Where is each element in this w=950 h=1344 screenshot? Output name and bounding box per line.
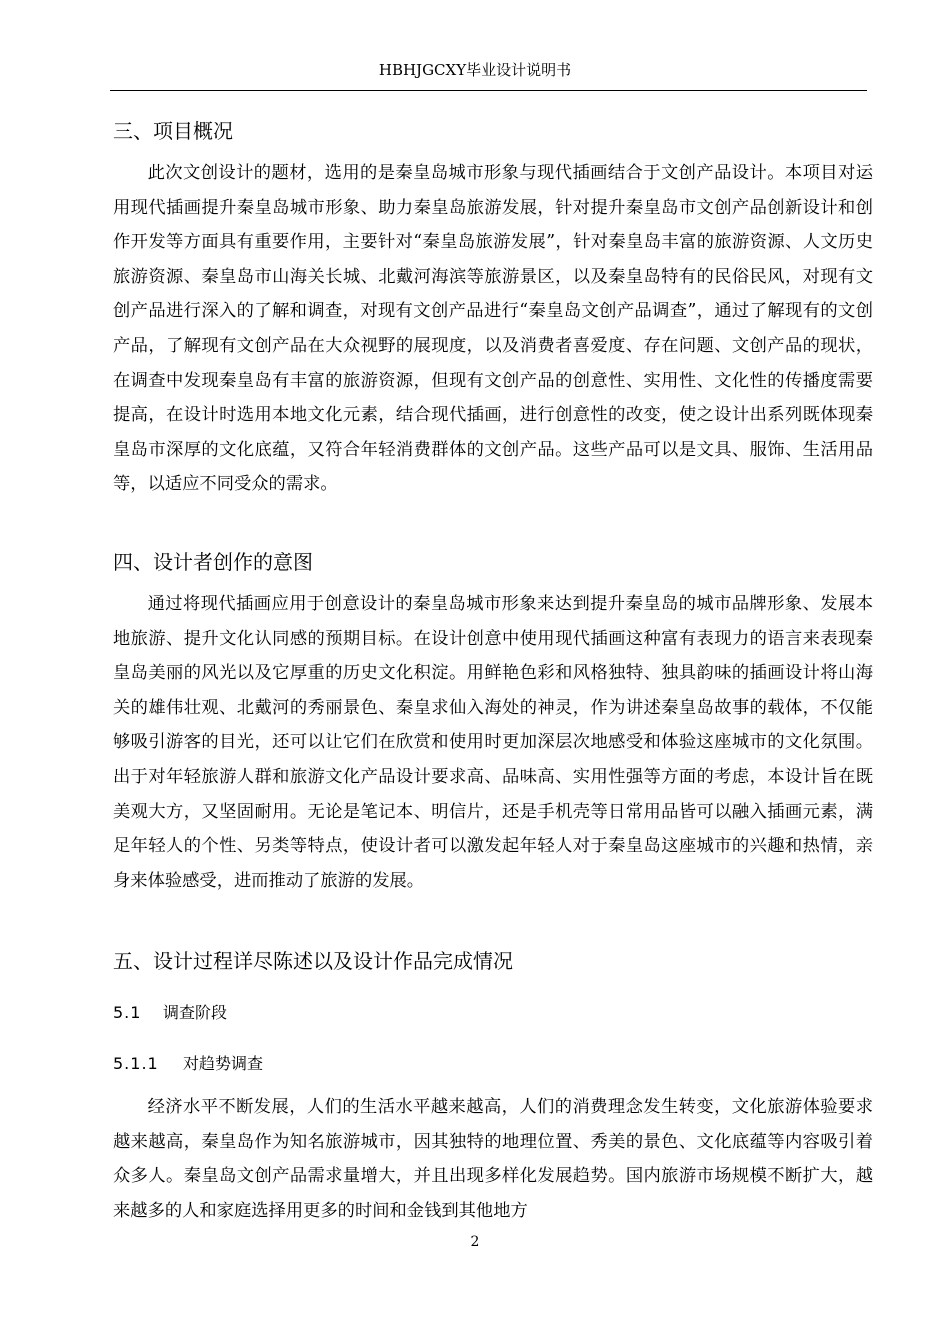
subsection-label: 调查阶段: [163, 1003, 228, 1022]
section-heading-3: 三、项目概况: [113, 119, 233, 143]
subsubsection-number: 5.1.1: [113, 1054, 159, 1073]
subsubsection-label: 对趋势调查: [183, 1054, 264, 1073]
page-number: 2: [470, 1234, 480, 1250]
subsection-heading-5-1: [113, 1001, 227, 1025]
subsection-number: 5.1: [113, 1003, 142, 1022]
section-4-paragraph: 通过将现代插画应用于创意设计的秦皇岛城市形象来达到提升秦皇岛的城市品牌形象、发展本地旅游、提升文化认同感的预期目标。在设计创意中使用现代插画这种富有表现力的语言来表现秦皇岛美丽的风光以及它厚重的历史文化积淀。用鲜艳色彩和风格独特、独具韵味的插画设计将山海关的雄伟壮观、北戴河的秀丽景色、秦皇求仙入海处的神灵，作为讲述秦皇岛故事的载体，不仅能够吸引游客的目光，还可以让它们在欣赏和使用时更加深层次地感受和体验这座城市的文化氛围。出于对年轻旅游人群和旅游文化产品设计要求高、品味高、实用性强等方面的考虑，本设计旨在既美观大方，又坚固耐用。无论是笔记本、明信片，还是手机壳等日常用品皆可以融入插画元素，满足年轻人的个性、另类等特点，使设计者可以激发起年轻人对于秦皇岛这座城市的兴趣和热情，亲身来体验感受，进而推动了旅游的发展。: [113, 594, 873, 891]
section-5-paragraph: 经济水平不断发展，人们的生活水平越来越高，人们的消费理念发生转变，文化旅游体验要求越来越高，秦皇岛作为知名旅游城市，因其独特的地理位置、秀美的景色、文化底蕴等内容吸引着众多人。秦皇岛文创产品需求量增大，并且出现多样化发展趋势。国内旅游市场规模不断扩大，越来越多的人和家庭选择用更多的时间和金钱到其他地方: [113, 1097, 873, 1221]
section-3-paragraph: 此次文创设计的题材，选用的是秦皇岛城市形象与现代插画结合于文创产品设计。本项目对运用现代插画提升秦皇岛城市形象、助力秦皇岛旅游发展，针对提升秦皇岛市文创产品创新设计和创作开发等方面具有重要作用，主要针对“秦皇岛旅游发展”，针对秦皇岛丰富的旅游资源、人文历史旅游资源、秦皇岛市山海关长城、北戴河海滨等旅游景区，以及秦皇岛特有的民俗民风，对现有文创产品进行深入的了解和调查，对现有文创产品进行“秦皇岛文创产品调查”，通过了解现有的文创产品，了解现有文创产品在大众视野的展现度，以及消费者喜爱度、存在问题、文创产品的现状，在调查中发现秦皇岛有丰富的旅游资源，但现有文创产品的创意性、实用性、文化性的传播度需要提高，在设计时选用本地文化元素，结合现代插画，进行创意性的改变，使之设计出系列既体现秦皇岛市深厚的文化底蕴，又符合年轻消费群体的文创产品。这些产品可以是文具、服饰、生活用品等，以适应不同受众的需求。: [113, 163, 873, 495]
section-heading-4: 四、设计者创作的意图: [113, 550, 313, 574]
subsubsection-heading-5-1-1: [113, 1052, 263, 1076]
running-header: HBHJGCXY毕业设计说明书: [378, 61, 572, 79]
section-heading-5: 五、设计过程详尽陈述以及设计作品完成情况: [113, 949, 513, 973]
header-rule: [110, 90, 867, 91]
